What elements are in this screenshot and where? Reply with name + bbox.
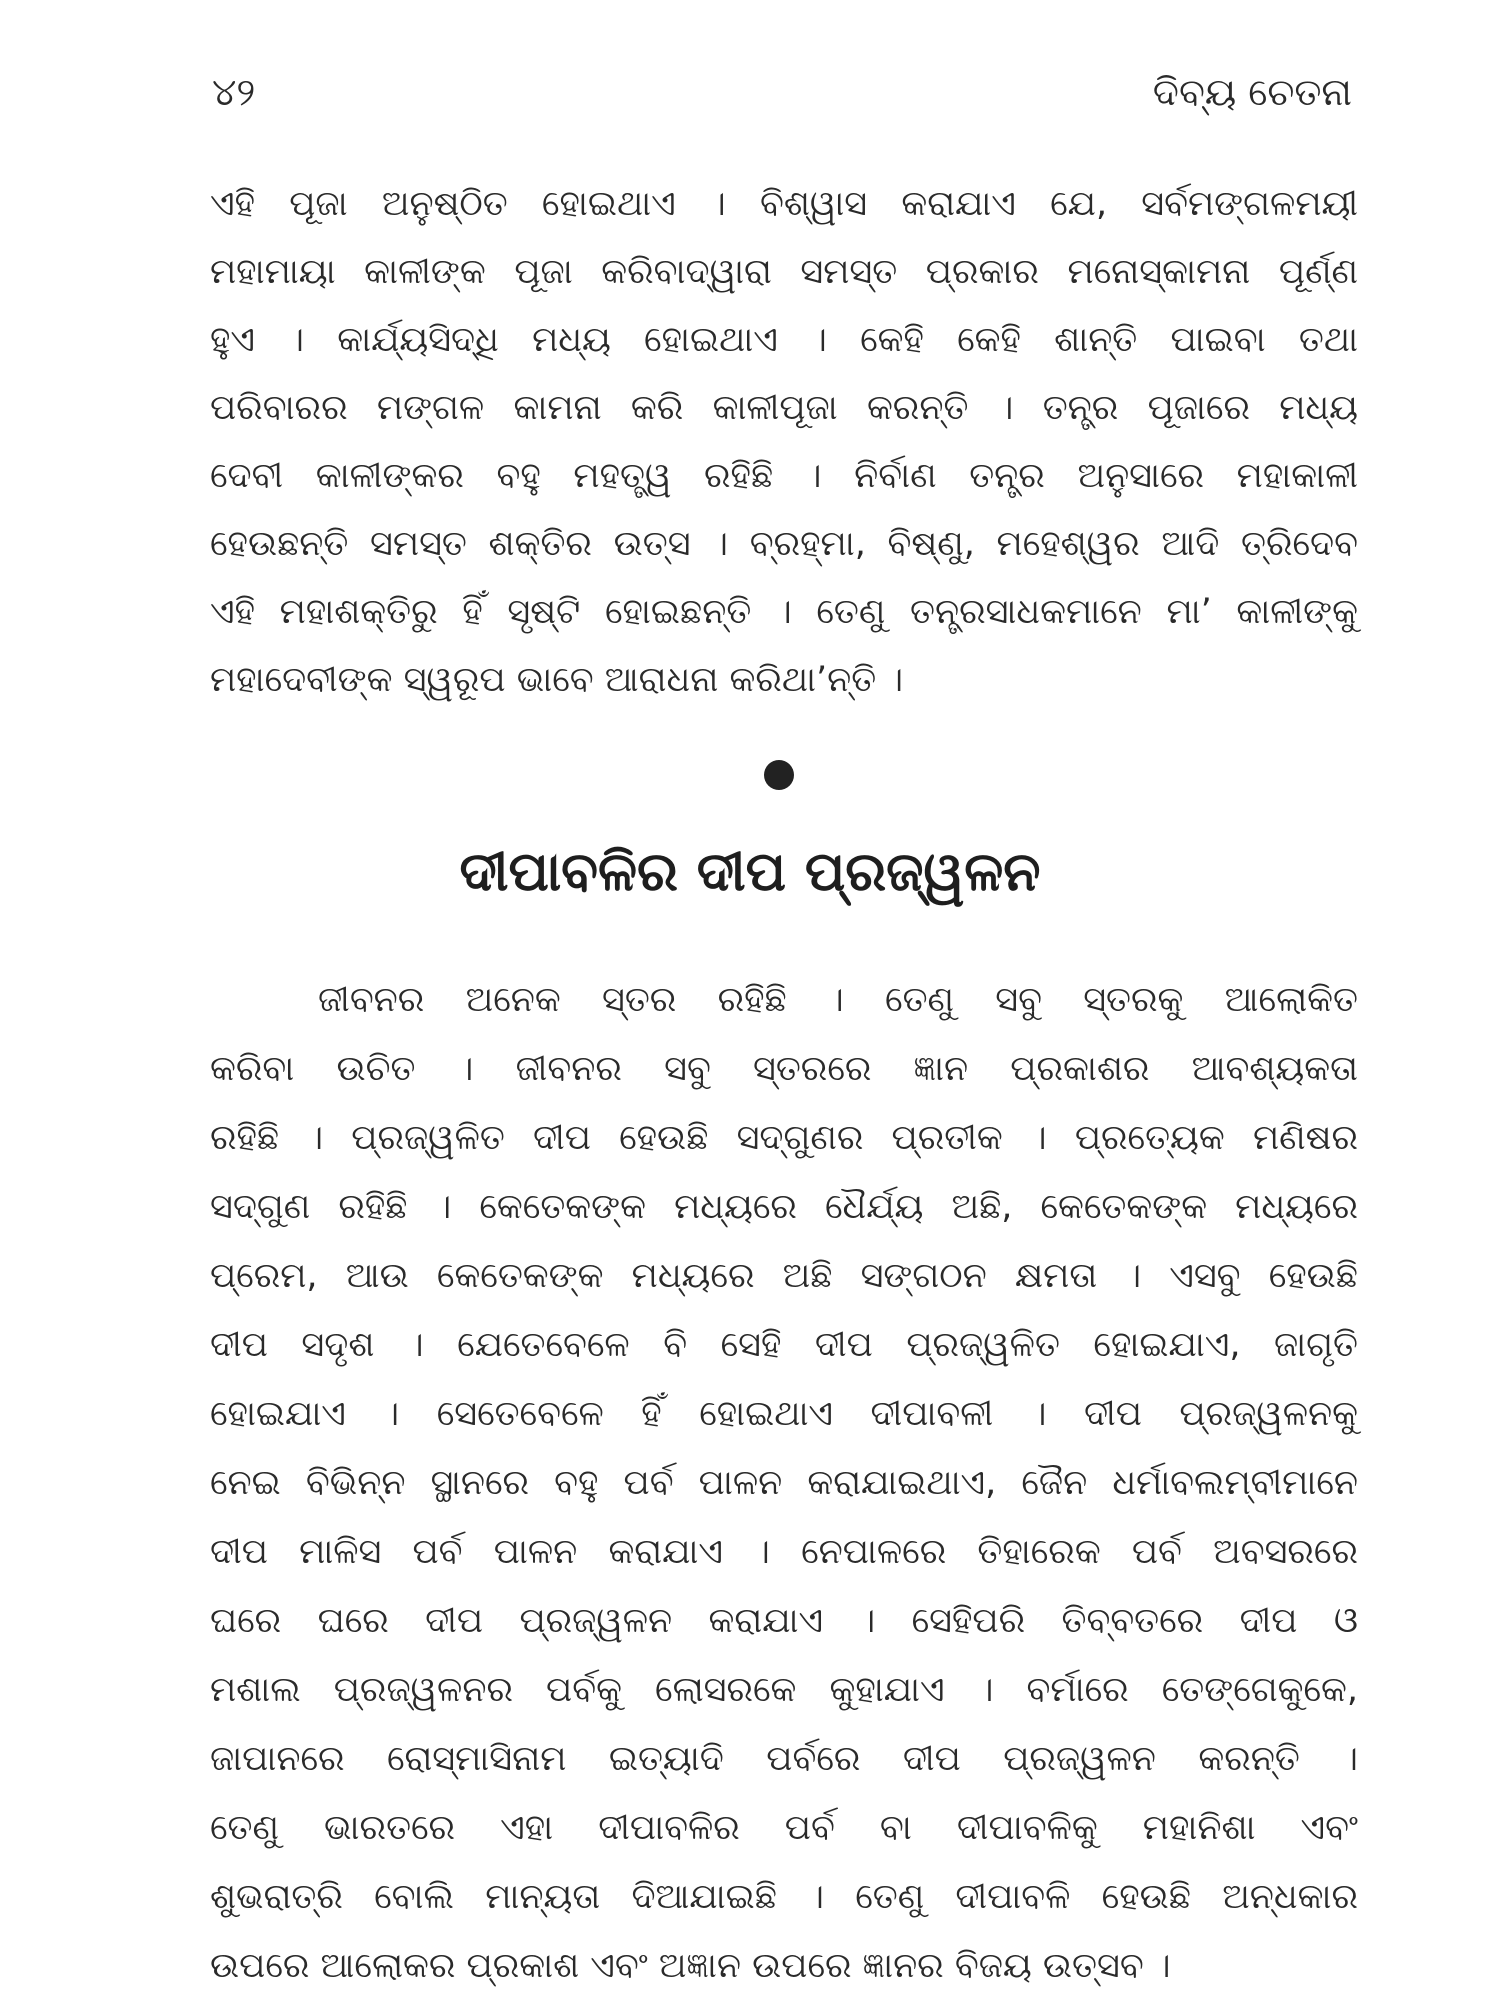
text-line: ମହାମାୟା କାଳୀଙ୍କ ପୂଜା କରିବାଦ୍ୱାରା ସମସ୍ତ ପ୍ରକାର ମନୋସ୍କାମନା ପୂର୍ଣ୍ଣ: [210, 252, 1358, 292]
section-divider-bullet: [764, 760, 794, 790]
text-line: ପରିବାରର ମଙ୍ଗଳ କାମନା କରି କାଳୀପୂଜା କରନ୍ତି । ତନ୍ତ୍ର ପୂଜାରେ ମଧ୍ୟ: [210, 388, 1358, 428]
text-line: ରହିଛି । ପ୍ରଜ୍ୱଳିତ ଦୀପ ହେଉଛି ସଦ୍‌ଗୁଣର ପ୍ରତୀକ । ପ୍ରତ୍ୟେକ ମଣିଷର: [210, 1118, 1358, 1158]
text-line: ତେଣୁ ଭାରତରେ ଏହା ଦୀପାବଳିର ପର୍ବ ବା ଦୀପାବଳିକୁ ମହାନିଶା ଏବଂ: [210, 1808, 1358, 1848]
text-line: ଶୁଭରାତ୍ରି ବୋଲି ମାନ୍ୟତା ଦିଆଯାଇଛି । ତେଣୁ ଦୀପାବଳି ହେଉଛି ଅନ୍ଧକାର: [210, 1877, 1358, 1917]
text-line: ମଶାଲ ପ୍ରଜ୍ୱଳନର ପର୍ବକୁ ଲୋସରକେ କୁହାଯାଏ । ବର୍ମାରେ ତେଙ୍ଗେକୁକେ,: [210, 1670, 1358, 1710]
text-line: ଜୀବନର ଅନେକ ସ୍ତର ରହିଛି । ତେଣୁ ସବୁ ସ୍ତରକୁ ଆଲୋକିତ: [318, 980, 1358, 1020]
paragraph-continued: [210, 170, 1358, 714]
text-line: ନେଇ ବିଭିନ୍ନ ସ୍ଥାନରେ ବହୁ ପର୍ବ ପାଳନ କରାଯାଇଥାଏ, ଜୈନ ଧର୍ମାବଲମ୍ବୀମାନେ: [210, 1463, 1358, 1503]
page-number: ୪୨: [212, 70, 256, 114]
text-line: ସଦ୍‌ଗୁଣ ରହିଛି । କେତେକଙ୍କ ମଧ୍ୟରେ ଧୈର୍ଯ୍ୟ ଅଛି, କେତେକଙ୍କ ମଧ୍ୟରେ: [210, 1187, 1358, 1227]
text-line: ଦୀପ ମାଳିସ ପର୍ବ ପାଳନ କରାଯାଏ । ନେପାଳରେ ତିହାରେକ ପର୍ବ ଅବସରରେ: [210, 1532, 1358, 1572]
text-line: ପ୍ରେମ, ଆଉ କେତେକଙ୍କ ମଧ୍ୟରେ ଅଛି ସଙ୍ଗଠନ କ୍ଷମତା । ଏସବୁ ହେଉଛି: [210, 1256, 1358, 1296]
text-line: ଦେବୀ କାଳୀଙ୍କର ବହୁ ମହତ୍ତ୍ୱ ରହିଛି । ନିର୍ବାଣ ତନ୍ତ୍ର ଅନୁସାରେ ମହାକାଳୀ: [210, 456, 1358, 496]
text-line: ଉପରେ ଆଲୋକର ପ୍ରକାଶ ଏବଂ ଅଜ୍ଞାନ ଉପରେ ଜ୍ଞାନର ବିଜୟ ଉତ୍ସବ ।: [210, 1946, 1171, 1986]
text-line: ହୁଏ । କାର୍ଯ୍ୟସିଦ୍ଧି ମଧ୍ୟ ହୋଇଥାଏ । କେହି କେହି ଶାନ୍ତି ପାଇବା ତଥା: [210, 320, 1358, 360]
text-line: ଜାପାନରେ ରୋସ୍‌ମାସିନାମ ଇତ୍ୟାଦି ପର୍ବରେ ଦୀପ ପ୍ରଜ୍ୱଳନ କରନ୍ତି ।: [210, 1739, 1358, 1779]
paragraph-section: [210, 966, 1358, 2001]
text-line: ଏହି ମହାଶକ୍ତିରୁ ହିଁ ସୃଷ୍ଟି ହୋଇଛନ୍ତି । ତେଣୁ ତନ୍ତ୍ରସାଧକମାନେ ମା’ କାଳୀଙ୍କୁ: [210, 592, 1358, 632]
text-line: କରିବା ଉଚିତ । ଜୀବନର ସବୁ ସ୍ତରରେ ଜ୍ଞାନ ପ୍ରକାଶର ଆବଶ୍ୟକତା: [210, 1049, 1358, 1089]
text-line: ଏହି ପୂଜା ଅନୁଷ୍ଠିତ ହୋଇଥାଏ । ବିଶ୍ୱାସ କରାଯାଏ ଯେ, ସର୍ବମଙ୍ଗଳମୟୀ: [210, 184, 1358, 224]
section-title: ଦୀପାବଳିର ଦୀପ ପ୍ରଜ୍ୱଳନ: [459, 840, 1041, 903]
text-line: ଦୀପ ସଦୃଶ । ଯେତେବେଳେ ବି ସେହି ଦୀପ ପ୍ରଜ୍ୱଳିତ ହୋଇଯାଏ, ଜାଗୃତି: [210, 1325, 1358, 1365]
running-title: ଦିବ୍ୟ ଚେତନା: [1152, 70, 1352, 114]
text-line: ଘରେ ଘରେ ଦୀପ ପ୍ରଜ୍ୱଳନ କରାଯାଏ । ସେହିପରି ତିବ୍‌ବତରେ ଦୀପ ଓ: [210, 1601, 1358, 1641]
text-line: ହେଉଛନ୍ତି ସମସ୍ତ ଶକ୍ତିର ଉତ୍ସ । ବ୍ରହ୍ମା, ବିଷ୍ଣୁ, ମହେଶ୍ୱର ଆଦି ତ୍ରିଦେବ: [210, 524, 1358, 564]
text-line: ହୋଇଯାଏ । ସେତେବେଳେ ହିଁ ହୋଇଥାଏ ଦୀପାବଳୀ । ଦୀପ ପ୍ରଜ୍ୱଳନକୁ: [210, 1394, 1358, 1434]
text-line: ମହାଦେବୀଙ୍କ ସ୍ୱରୂପ ଭାବେ ଆରାଧନା କରିଥା’ନ୍ତି ।: [210, 660, 904, 700]
